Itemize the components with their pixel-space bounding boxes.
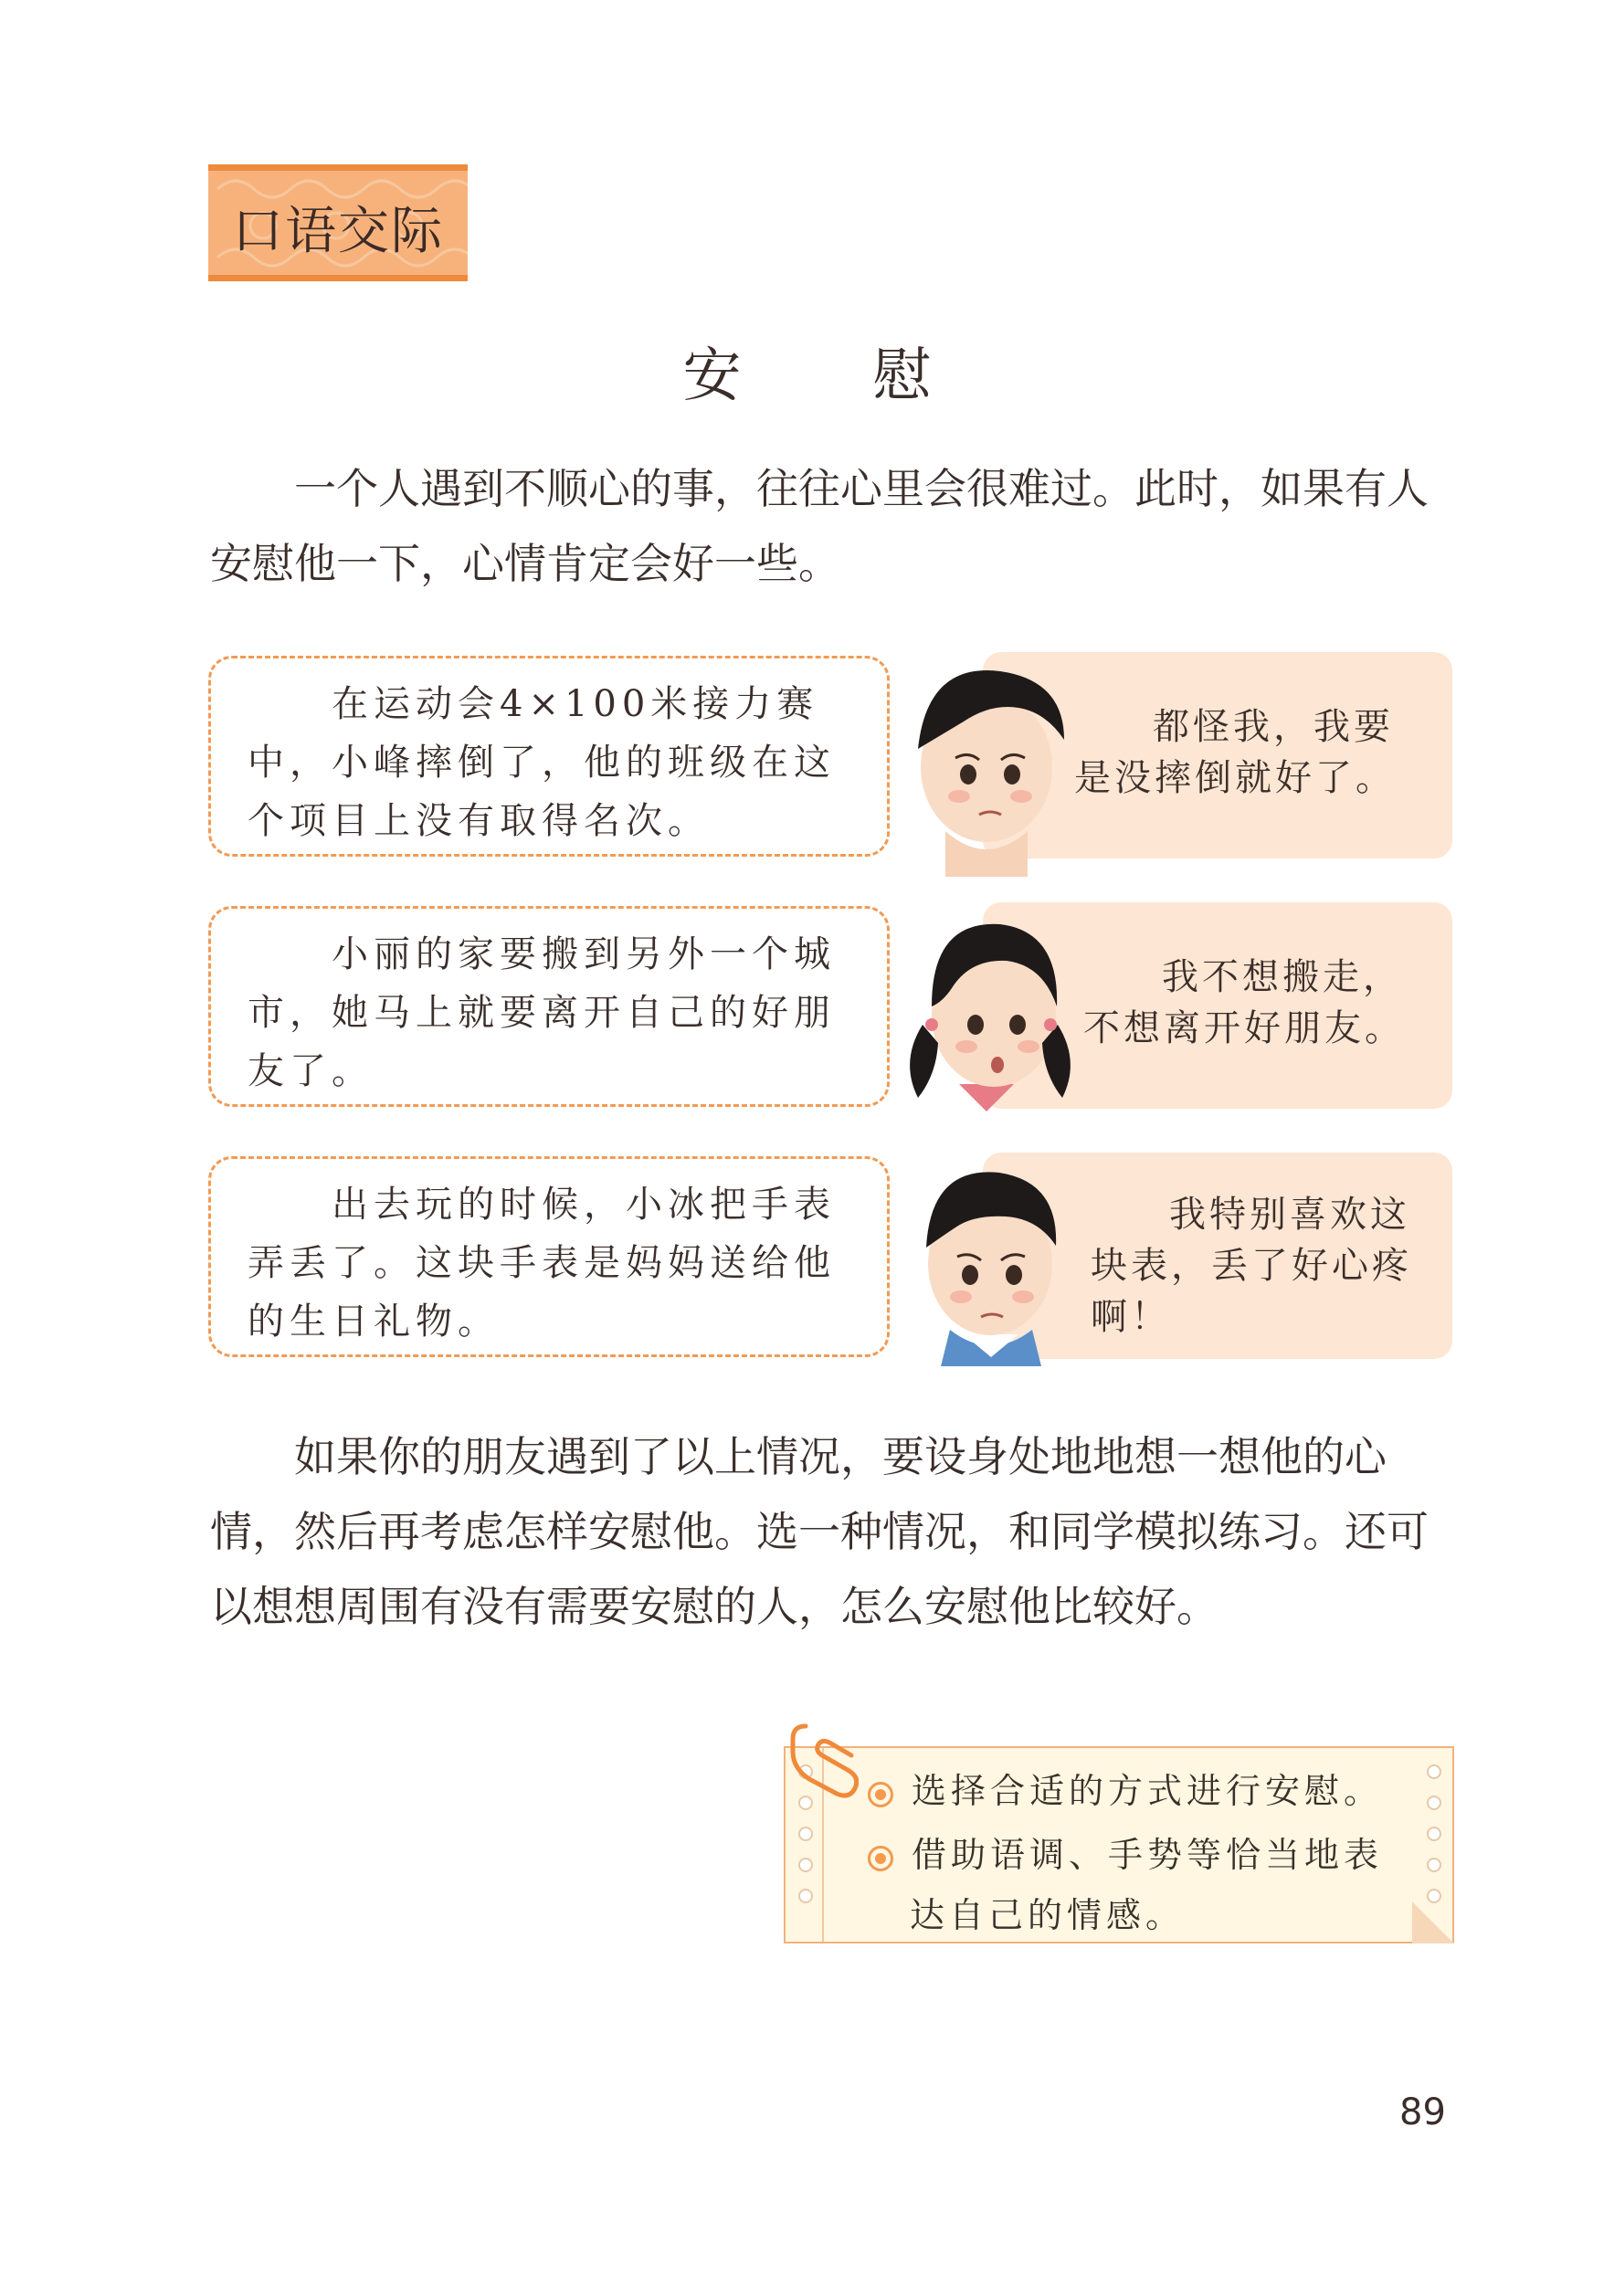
tip-item-2: 借助语调、手势等恰当地表 — [868, 1827, 1383, 1877]
section-tag — [208, 164, 468, 281]
scenario-box-1: 在运动会4×100米接力赛中，小峰摔倒了，他的班级在这个项目上没有取得名次。 — [208, 656, 890, 857]
bullet-icon — [868, 1846, 893, 1871]
paperclip-icon — [786, 1717, 859, 1799]
scenario-box-2: 小丽的家要搬到另外一个城市，她马上就要离开自己的好朋友了。 — [208, 906, 890, 1107]
intro-paragraph: 一个人遇到不顺心的事，往往心里会很难过。此时，如果有人安慰他一下，心情肯定会好一些。 — [210, 464, 1429, 588]
quote-text-1: 都怪我，我要是没摔倒就好了。 — [1074, 706, 1396, 799]
page-fold-corner — [1412, 1901, 1454, 1943]
boy-upset-face-illustration — [895, 1138, 1078, 1375]
page-title: 安 慰 — [682, 342, 968, 410]
section-tag-label: 口语交际 — [232, 202, 444, 261]
girl-sad-face-illustration — [895, 888, 1078, 1125]
note-holes-right — [1427, 1764, 1440, 1920]
bullet-icon — [868, 1782, 893, 1807]
tip-item-1: 选择合适的方式进行安慰。 — [868, 1763, 1383, 1813]
tip-item-2-continued: 达自己的情感。 — [910, 1895, 1186, 1935]
quote-text-2: 我不想搬走，不想离开好朋友。 — [1083, 956, 1405, 1049]
instruction-paragraph: 如果你的朋友遇到了以上情况，要设身处地地想一想他的心情，然后再考虑怎样安慰他。选一种情况，和同学模拟练习。还可以想想周围有没有需要安慰的人，怎么安慰他比较好。 — [210, 1432, 1429, 1631]
quote-text-3: 我特别喜欢这块表，丢了好心疼啊！ — [1091, 1194, 1412, 1338]
scenario-box-3: 出去玩的时候，小冰把手表弄丢了。这块手表是妈妈送给他的生日礼物。 — [208, 1156, 890, 1357]
tips-note-card — [784, 1746, 1454, 1943]
page-number: 89 — [1399, 2091, 1446, 2133]
boy-sad-face-illustration — [895, 639, 1078, 877]
